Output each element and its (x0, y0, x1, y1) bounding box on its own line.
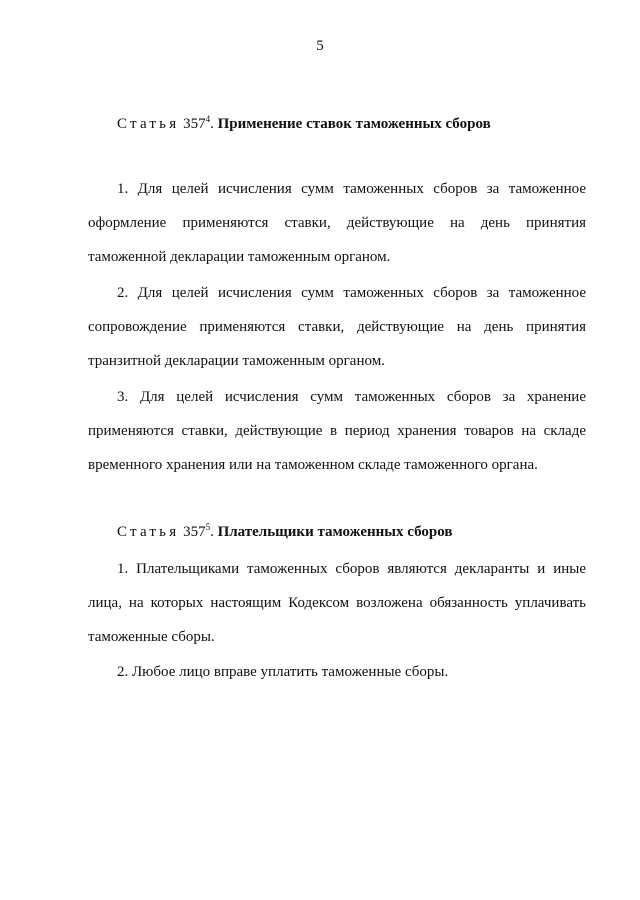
article-title: Применение ставок таможенных сборов (217, 116, 491, 132)
article-word: Статья (117, 116, 180, 132)
article-number: $357^5$ (183, 522, 211, 540)
article-word: Статья (117, 524, 180, 540)
paragraph-line: 2. Для целей исчисления сумм таможенных сборов за таможенное (117, 285, 586, 301)
paragraph-line: таможенные сборы. (88, 629, 215, 645)
paragraph-line: 3. Для целей исчисления сумм таможенных сборов за хранение (117, 389, 586, 405)
paragraph-line: транзитной декларации таможенным органом. (88, 353, 385, 369)
article-heading (117, 116, 491, 133)
page-number: 5 (316, 38, 324, 54)
article-superscript: 5 (205, 522, 211, 532)
paragraph-line: сопровождение применяются ставки, действующие на день принятия (88, 319, 586, 335)
article-punct: . (210, 524, 214, 540)
paragraph-line: лица, на которых настоящим Кодексом возложена обязанность уплачивать (88, 595, 586, 611)
paragraph-line: временного хранения или на таможенном складе таможенного органа. (88, 457, 538, 473)
paragraph-line: 2. Любое лицо вправе уплатить таможенные сборы. (117, 664, 449, 680)
paragraph-line: таможенной декларации таможенным органом. (88, 249, 391, 265)
paragraph-line: 1. Для целей исчисления сумм таможенных сборов за таможенное (117, 181, 586, 197)
article-punct: . (210, 116, 214, 132)
paragraph-line: применяются ставки, действующие в период хранения товаров на складе (88, 423, 586, 439)
paragraph-line: 1. Плательщиками таможенных сборов являются декларанты и иные (117, 561, 586, 577)
article-heading (117, 524, 452, 541)
paragraph-line: оформление применяются ставки, действующие на день принятия (88, 215, 586, 231)
article-number: $357^4$ (183, 114, 211, 132)
article-title: Плательщики таможенных сборов (217, 524, 453, 540)
article-superscript: 4 (205, 114, 211, 124)
